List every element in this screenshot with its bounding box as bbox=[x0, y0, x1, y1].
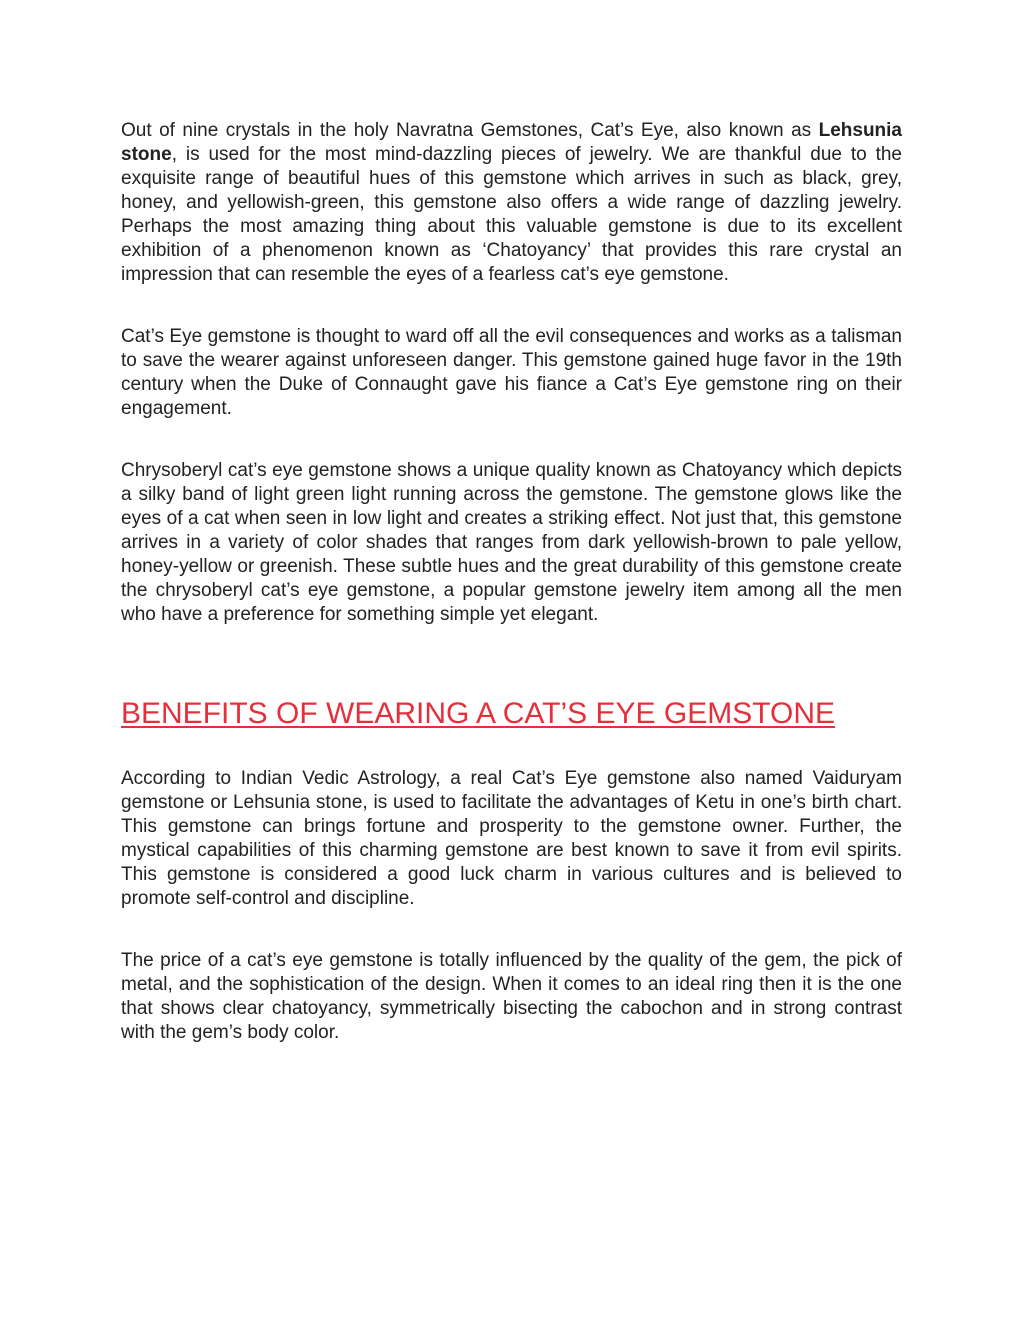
benefits-heading: BENEFITS OF WEARING A CAT’S EYE GEMSTONE bbox=[121, 697, 836, 730]
paragraph-intro-suffix: , is used for the most mind-dazzling pieces of jewelry. We are thankful due to the exquisite range of beautiful hues of this gemstone which arrives in such as black, grey, honey, and yellowish-green, this gemstone also offers a wide range of dazzling jewelry. Perhaps the most amazing thing about this valuable gemstone is due to its excellent exhibition of a phenomenon known as ‘Chatoyancy’ that provides this rare crystal an impression that can resemble the eyes of a fearless cat’s eye gemstone. bbox=[121, 144, 902, 285]
document-page bbox=[121, 119, 902, 1045]
lehsunia-stone-bold: Lehsunia stone bbox=[121, 120, 902, 165]
paragraph-chrysoberyl: Chrysoberyl cat’s eye gemstone shows a unique quality known as Chatoyancy which depicts a silky band of light green light running across the gemstone. The gemstone glows like the eyes of a cat when seen in low light and creates a striking effect. Not just that, this gemstone arrives in a variety of color shades that ranges from dark yellowish-brown to pale yellow, honey-yellow or greenish. These subtle hues and the great durability of this gemstone create the chrysoberyl cat’s eye gemstone, a popular gemstone jewelry item among all the men who have a preference for something simple yet elegant. bbox=[121, 460, 902, 625]
paragraph-vedic-astrology: According to Indian Vedic Astrology, a real Cat’s Eye gemstone also named Vaiduryam gemstone or Lehsunia stone, is used to facilitate the advantages of Ketu in one’s birth chart. This gemstone can brings fortune and prosperity to the gemstone owner. Further, the mystical capabilities of this charming gemstone are best known to save it from evil spirits. This gemstone is considered a good luck charm in various cultures and is believed to promote self-control and discipline. bbox=[121, 768, 902, 909]
paragraph-intro bbox=[121, 119, 902, 287]
paragraph-price: The price of a cat’s eye gemstone is totally influenced by the quality of the gem, the pick of metal, and the sophistication of the design. When it comes to an ideal ring then it is the one that shows clear chatoyancy, symmetrically bisecting the cabochon and in strong contrast with the gem’s body color. bbox=[121, 950, 902, 1043]
paragraph-talisman: Cat’s Eye gemstone is thought to ward off all the evil consequences and works as a talisman to save the wearer against unforeseen danger. This gemstone gained huge favor in the 19th century when the Duke of Connaught gave his fiance a Cat’s Eye gemstone ring on their engagement. bbox=[121, 326, 902, 419]
paragraph-intro-prefix: Out of nine crystals in the holy Navratna Gemstones, Cat’s Eye, also known as bbox=[121, 120, 819, 141]
